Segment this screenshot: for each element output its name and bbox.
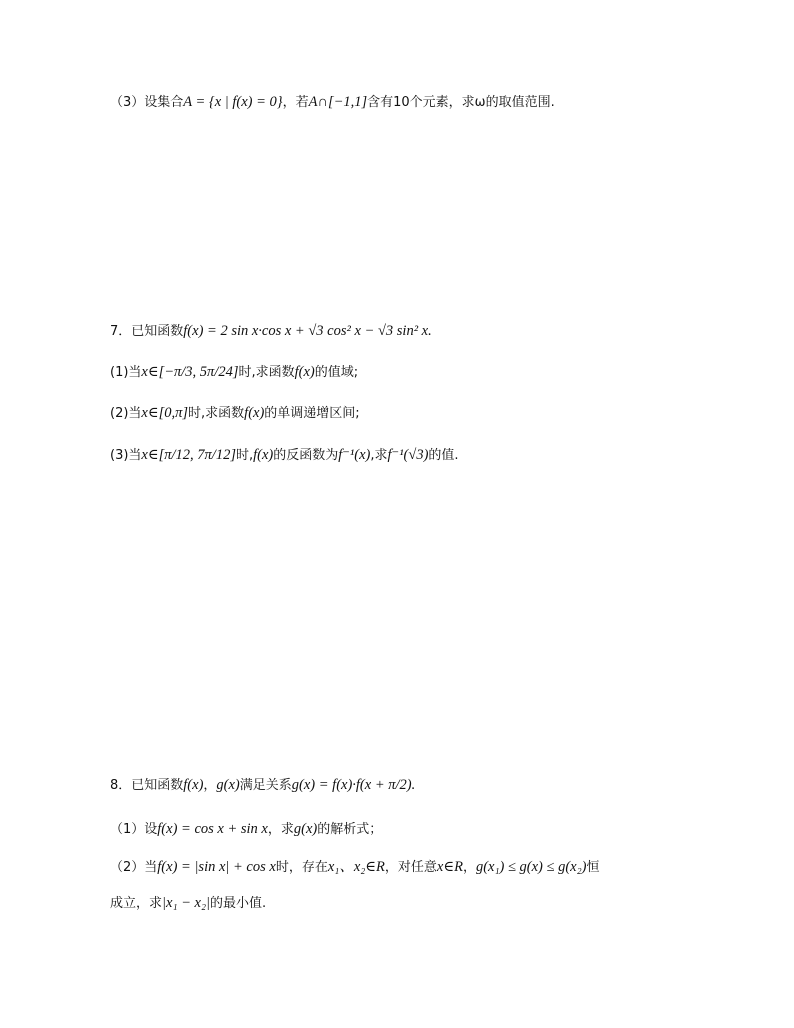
q8-p1-g: g(x) xyxy=(293,821,318,837)
q8-p2-end: 恒 xyxy=(586,860,600,875)
q6-set-expr: A = {x | f(x) = 0} xyxy=(183,94,283,110)
q8-stem-f: f(x) xyxy=(183,777,204,793)
q7-p3-end: 的值. xyxy=(428,448,459,463)
q7-stem xyxy=(110,321,432,342)
q8-p2-mid: 时，存在 xyxy=(275,860,328,875)
q7-p1-interval: x∈[−π/3, 5π/24] xyxy=(141,364,239,380)
q8-p2-sep: ， xyxy=(462,860,476,875)
q7-p3-inv: f⁻¹(x) xyxy=(338,447,371,463)
q7-p2-prefix: (2)当 xyxy=(110,406,142,421)
q7-p1-prefix: (1)当 xyxy=(110,365,142,380)
q7-p1-suffix: 时,求函数 xyxy=(238,365,295,380)
q6-part3 xyxy=(110,92,555,113)
q8-p2-expr: f(x) = |sin x| + cos x xyxy=(157,859,276,875)
q6-part3-prefix: （3）设集合 xyxy=(110,95,184,110)
q8-p1-expr: f(x) = cos x + sin x xyxy=(157,821,268,837)
q8-stem-mid: 满足关系 xyxy=(239,778,292,793)
q8-stem-sep: ， xyxy=(203,778,217,793)
q7-p2-func: f(x) xyxy=(244,405,265,421)
q8-p2-mid2: ，对任意 xyxy=(384,860,437,875)
q7-part2 xyxy=(110,403,360,424)
q7-p3-func: f(x) xyxy=(253,447,274,463)
q8-p1-end: 的解析式； xyxy=(317,822,383,837)
q8-p2-ineq: g(x₁) ≤ g(x) ≤ g(x₂) xyxy=(475,859,587,875)
q6-part3-mid: ，若 xyxy=(282,95,309,110)
q8-p1-prefix: （1）设 xyxy=(110,822,158,837)
q8-stem-prefix: 8．已知函数 xyxy=(110,778,184,793)
q7-p3-mid3: ,求 xyxy=(370,448,388,463)
q8-p2-prefix: （2）当 xyxy=(110,860,158,875)
q8-p2-line2-prefix: 成立，求 xyxy=(110,896,163,911)
q7-stem-expr: f(x) = 2 sin x·cos x + √3 cos² x − √3 sin² x. xyxy=(183,323,432,339)
q7-stem-prefix: 7．已知函数 xyxy=(110,324,184,339)
q6-cond: A∩[−1,1] xyxy=(308,94,368,110)
q8-part2 xyxy=(110,857,600,878)
q6-part3-suffix: 含有10个元素，求ω的取值范围. xyxy=(367,95,555,110)
q8-stem xyxy=(110,767,415,804)
q7-p3-prefix: (3)当 xyxy=(110,448,142,463)
q7-p3-mid: 时, xyxy=(235,448,254,463)
q7-p1-end: 的值域; xyxy=(314,365,359,380)
q7-part3 xyxy=(110,437,459,474)
q8-part2-cont xyxy=(110,893,266,914)
q7-p3-interval: x∈[π/12, 7π/12] xyxy=(141,447,236,463)
q8-p1-mid: ，求 xyxy=(267,822,294,837)
q8-p2-abs: |x₁ − x₂| xyxy=(162,895,210,911)
q8-p2-vars: x₁、x₂∈R xyxy=(327,859,385,875)
q7-p1-func: f(x) xyxy=(294,364,315,380)
q7-p3-inv-val: f⁻¹(√3) xyxy=(387,447,429,463)
q7-part1 xyxy=(110,354,358,391)
q7-p3-mid2: 的反函数为 xyxy=(273,448,339,463)
q8-part1 xyxy=(110,819,382,840)
q8-stem-g: g(x) xyxy=(216,777,240,793)
q8-p2-line2-end: 的最小值. xyxy=(209,896,267,911)
q8-p2-any: x∈R xyxy=(436,859,463,875)
q7-p2-suffix: 时,求函数 xyxy=(188,406,245,421)
q7-p2-end: 的单调递增区间; xyxy=(264,406,360,421)
q7-p2-interval: x∈[0,π] xyxy=(141,405,189,421)
q8-stem-rel: g(x) = f(x)·f(x + π/2). xyxy=(291,777,416,793)
